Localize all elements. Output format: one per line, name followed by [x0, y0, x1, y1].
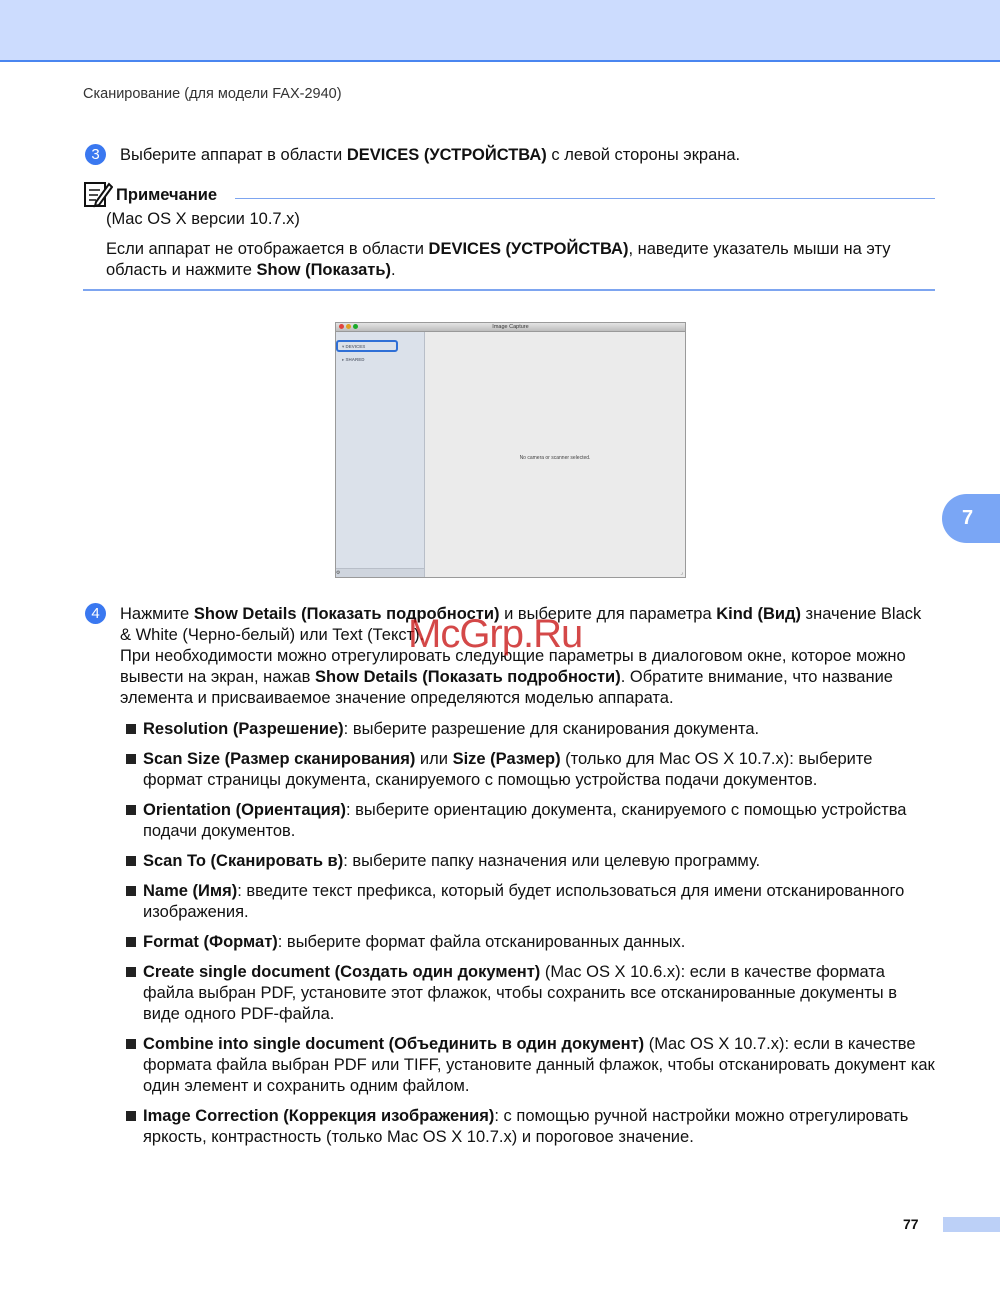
item-label: Resolution (Разрешение) [143, 720, 344, 738]
list-item [126, 962, 936, 1025]
item-text: (Mac OS X 10.7.x): если в качестве формата файла выбран PDF или TIFF, установите данный флажок, чтобы отсканировать документ как один элемент и сохранить одним файлом. [143, 1035, 935, 1095]
sidebar-footer [336, 568, 424, 577]
note-p-show: Show (Показать) [256, 261, 392, 279]
bullet-square-icon [126, 937, 136, 947]
note-version: (Mac OS X версии 10.7.x) [106, 210, 300, 228]
list-item [126, 749, 936, 791]
item-text: (Mac OS X 10.6.x): если в качестве формата файла выбран PDF, установите этот флажок, чтобы сохранить все отсканированные документы в виде одного PDF-файла. [143, 963, 897, 1023]
note-p-devices: DEVICES (УСТРОЙСТВА) [428, 240, 629, 258]
item-label: Scan Size (Размер сканирования) [143, 750, 416, 768]
bullet-square-icon [126, 754, 136, 764]
page-number: 77 [903, 1216, 919, 1232]
bullet-square-icon [126, 1039, 136, 1049]
item-label-2: Size (Размер) [452, 750, 561, 768]
step-4-t2: и выберите для параметра [499, 605, 717, 623]
note-header [83, 180, 935, 208]
bullet-square-icon [126, 805, 136, 815]
parameter-list [126, 719, 936, 1157]
step-4-t3: значение Black & White (Черно-белый) или Text (Текст). [120, 605, 922, 644]
item-label: Orientation (Ориентация) [143, 801, 346, 819]
bullet-square-icon [126, 724, 136, 734]
item-text: : выберите формат файла отсканированных данных. [277, 933, 686, 951]
item-label: Format (Формат) [143, 933, 278, 951]
chapter-tab: 7 [942, 494, 1000, 543]
step-4-show-details: Show Details (Показать подробности) [193, 605, 500, 623]
bullet-square-icon [126, 967, 136, 977]
note-paragraph [106, 239, 936, 281]
running-title: Сканирование (для модели FAX-2940) [83, 86, 342, 102]
note-title: Примечание [116, 186, 218, 204]
list-item [126, 881, 936, 923]
window-title: Image Capture [492, 324, 529, 330]
minimize-dot-icon [346, 324, 351, 329]
note-bottom-rule [83, 289, 935, 291]
item-text: или [415, 750, 453, 768]
item-text-2: (только для Mac OS X 10.7.x): выберите формат страницы документа, сканируемого с помощью устройства подачи документов. [143, 750, 873, 789]
item-text: : с помощью ручной настройки можно отрегулировать яркость, контрастность (только Mac OS X 10.7.x) и пороговое значение. [143, 1107, 909, 1146]
step-4-t4: При необходимости можно отрегулировать следующие параметры в диалоговом окне, которое можно вывести на экран, нажав [120, 647, 906, 686]
note-p-post: . [391, 261, 396, 279]
bullet-square-icon [126, 856, 136, 866]
list-item [126, 1034, 936, 1097]
sidebar-shared: ▸ SHARED [342, 357, 365, 362]
content-area [425, 332, 685, 577]
item-label: Combine into single document (Объединить в один документ) [143, 1035, 645, 1053]
bullet-square-icon [126, 886, 136, 896]
step-3-marker: 3 [85, 144, 106, 165]
item-text: : выберите разрешение для сканирования документа. [343, 720, 760, 738]
step-4-marker: 4 [85, 603, 106, 624]
item-text: : выберите папку назначения или целевую программу. [343, 852, 761, 870]
step-4-kind: Kind (Вид) [716, 605, 801, 623]
step-4-t5: . Обратите внимание, что название элемента и присваиваемое значение определяются моделью аппарата. [120, 668, 893, 707]
page-number-bar [943, 1217, 1000, 1232]
resize-grip-icon: ⌟ [680, 570, 683, 576]
list-item [126, 719, 936, 740]
item-label: Create single document (Создать один документ) [143, 963, 541, 981]
header-band [0, 0, 1000, 62]
sidebar-gear-icon: ⚙ [336, 570, 341, 576]
step-4-t1: Нажмите [120, 605, 194, 623]
list-item [126, 800, 936, 842]
devices-sidebar [336, 332, 425, 577]
close-dot-icon [339, 324, 344, 329]
watermark: McGrp.Ru [408, 612, 583, 656]
list-item [126, 932, 936, 953]
window-titlebar [336, 323, 685, 332]
item-label: Image Correction (Коррекция изображения) [143, 1107, 495, 1125]
step-3-text [120, 145, 935, 166]
sidebar-devices: ▾ DEVICES [342, 344, 366, 349]
step-4-show-details-2: Show Details (Показать подробности) [315, 668, 621, 686]
note-p-pre: Если аппарат не отображается в области [106, 240, 429, 258]
item-label: Scan To (Сканировать в) [143, 852, 344, 870]
item-text: : выберите ориентацию документа, сканируемого с помощью устройства подачи документов. [143, 801, 907, 840]
item-text: : введите текст префикса, который будет использоваться для имени отсканированного изображения. [143, 882, 905, 921]
item-label: Name (Имя) [143, 882, 238, 900]
empty-message: No camera or scanner selected. [519, 455, 591, 461]
list-item [126, 851, 936, 872]
note-p-mid: , наведите указатель мыши на эту область и нажмите [106, 240, 891, 279]
note-rule [235, 198, 935, 199]
step-3-post: с левой стороны экрана. [546, 146, 741, 164]
list-item [126, 1106, 936, 1148]
note-pencil-icon [83, 180, 113, 208]
image-capture-window [335, 322, 686, 578]
step-3-pre: Выберите аппарат в области [120, 146, 347, 164]
step-3-devices: DEVICES (УСТРОЙСТВА) [346, 146, 547, 164]
bullet-square-icon [126, 1111, 136, 1121]
zoom-dot-icon [353, 324, 358, 329]
